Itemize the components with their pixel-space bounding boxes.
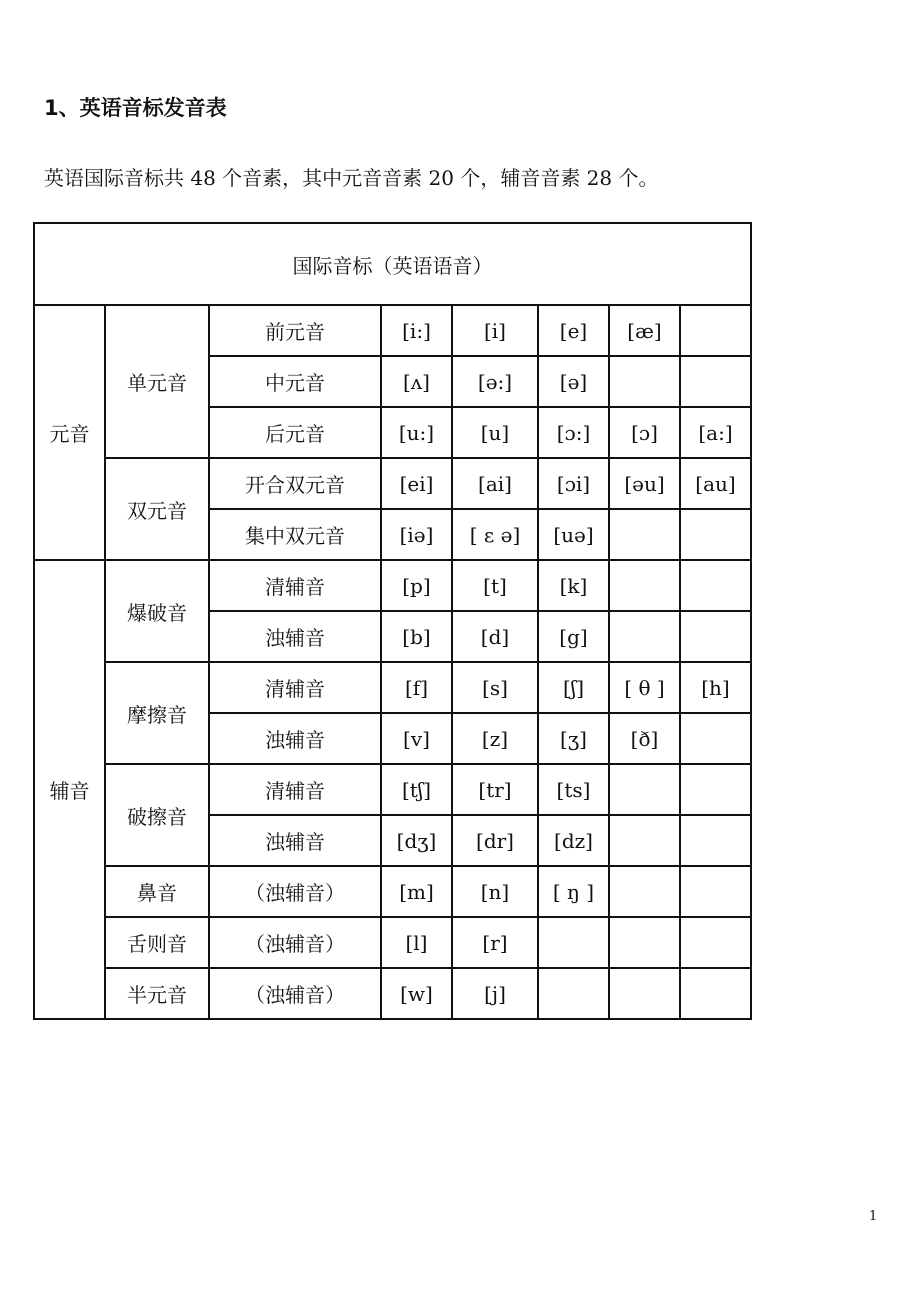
ipa-symbol: [dʒ]	[381, 815, 452, 866]
row-label: 前元音	[209, 305, 381, 356]
ipa-symbol: [au]	[680, 458, 751, 509]
ipa-symbol: [i]	[452, 305, 538, 356]
ipa-symbol: [u]	[452, 407, 538, 458]
row-label: 清辅音	[209, 764, 381, 815]
ipa-symbol: [l]	[381, 917, 452, 968]
row-label: 开合双元音	[209, 458, 381, 509]
ipa-symbol: [d]	[452, 611, 538, 662]
ipa-symbol: [dz]	[538, 815, 609, 866]
row-label: 清辅音	[209, 662, 381, 713]
row-label: 后元音	[209, 407, 381, 458]
ipa-symbol: [u:]	[381, 407, 452, 458]
ipa-symbol	[680, 611, 751, 662]
ipa-symbol	[680, 713, 751, 764]
ipa-symbol	[680, 356, 751, 407]
intro-paragraph: 英语国际音标共 48 个音素，其中元音音素 20 个，辅音音素 28 个。	[44, 166, 659, 190]
ipa-symbol: [tʃ]	[381, 764, 452, 815]
row-label: 集中双元音	[209, 509, 381, 560]
ipa-symbol: [ts]	[538, 764, 609, 815]
ipa-symbol: [ɔ:]	[538, 407, 609, 458]
ipa-symbol: [i:]	[381, 305, 452, 356]
row-label: 浊辅音	[209, 713, 381, 764]
ipa-symbol: [ɔi]	[538, 458, 609, 509]
group-monophthongs: 单元音	[105, 305, 209, 458]
ipa-symbol: [æ]	[609, 305, 680, 356]
row-label: 中元音	[209, 356, 381, 407]
ipa-symbol: [ə:]	[452, 356, 538, 407]
ipa-symbol	[680, 764, 751, 815]
ipa-symbol	[609, 764, 680, 815]
ipa-symbol: [ei]	[381, 458, 452, 509]
ipa-symbol: [ai]	[452, 458, 538, 509]
ipa-symbol: [ɔ]	[609, 407, 680, 458]
group-laterals: 舌则音	[105, 917, 209, 968]
ipa-symbol	[538, 917, 609, 968]
group-affricates: 破擦音	[105, 764, 209, 866]
table-row	[34, 662, 751, 713]
row-label: （浊辅音）	[209, 917, 381, 968]
ipa-symbol: [e]	[538, 305, 609, 356]
ipa-symbol	[609, 968, 680, 1019]
table-row	[34, 764, 751, 815]
ipa-symbol	[680, 968, 751, 1019]
category-consonants: 辅音	[34, 560, 105, 1019]
row-label: 清辅音	[209, 560, 381, 611]
ipa-symbol	[680, 815, 751, 866]
table-row	[34, 917, 751, 968]
ipa-symbol	[609, 866, 680, 917]
ipa-symbol: [ʌ]	[381, 356, 452, 407]
ipa-symbol: [a:]	[680, 407, 751, 458]
ipa-symbol	[680, 509, 751, 560]
ipa-symbol	[680, 560, 751, 611]
ipa-symbol: [əu]	[609, 458, 680, 509]
ipa-symbol: [j]	[452, 968, 538, 1019]
ipa-symbol: [b]	[381, 611, 452, 662]
page-number: 1	[869, 1209, 878, 1224]
row-label: （浊辅音）	[209, 866, 381, 917]
table-row	[34, 866, 751, 917]
row-label: 浊辅音	[209, 611, 381, 662]
table-row	[34, 458, 751, 509]
ipa-symbol: [g]	[538, 611, 609, 662]
ipa-symbol: [ə]	[538, 356, 609, 407]
ipa-table	[33, 222, 752, 1020]
ipa-symbol	[609, 509, 680, 560]
ipa-symbol: [ð]	[609, 713, 680, 764]
table-row	[34, 560, 751, 611]
table-row	[34, 305, 751, 356]
ipa-symbol: [p]	[381, 560, 452, 611]
row-label: 浊辅音	[209, 815, 381, 866]
ipa-symbol	[680, 917, 751, 968]
ipa-symbol: [v]	[381, 713, 452, 764]
ipa-symbol	[609, 611, 680, 662]
category-vowels: 元音	[34, 305, 105, 560]
ipa-symbol: [ʒ]	[538, 713, 609, 764]
group-diphthongs: 双元音	[105, 458, 209, 560]
ipa-symbol: [uə]	[538, 509, 609, 560]
ipa-symbol: [tr]	[452, 764, 538, 815]
ipa-symbol: [r]	[452, 917, 538, 968]
table-title: 国际音标（英语语音）	[34, 223, 751, 305]
ipa-symbol	[609, 560, 680, 611]
group-nasals: 鼻音	[105, 866, 209, 917]
ipa-symbol: [z]	[452, 713, 538, 764]
ipa-symbol: [ θ ]	[609, 662, 680, 713]
row-label: （浊辅音）	[209, 968, 381, 1019]
ipa-symbol	[680, 866, 751, 917]
ipa-symbol	[538, 968, 609, 1019]
ipa-symbol	[609, 356, 680, 407]
ipa-symbol	[609, 917, 680, 968]
ipa-symbol: [n]	[452, 866, 538, 917]
ipa-symbol: [ ε ə]	[452, 509, 538, 560]
ipa-symbol: [dr]	[452, 815, 538, 866]
ipa-symbol: [s]	[452, 662, 538, 713]
ipa-symbol: [ʃ]	[538, 662, 609, 713]
group-semivowels: 半元音	[105, 968, 209, 1019]
ipa-symbol: [k]	[538, 560, 609, 611]
ipa-symbol: [w]	[381, 968, 452, 1019]
ipa-symbol: [m]	[381, 866, 452, 917]
ipa-symbol: [f]	[381, 662, 452, 713]
group-plosives: 爆破音	[105, 560, 209, 662]
ipa-symbol	[680, 305, 751, 356]
ipa-symbol: [iə]	[381, 509, 452, 560]
table-row	[34, 968, 751, 1019]
ipa-symbol: [t]	[452, 560, 538, 611]
ipa-symbol: [h]	[680, 662, 751, 713]
section-heading: 1、英语音标发音表	[44, 96, 227, 120]
ipa-symbol	[609, 815, 680, 866]
group-fricatives: 摩擦音	[105, 662, 209, 764]
ipa-symbol: [ ŋ ]	[538, 866, 609, 917]
